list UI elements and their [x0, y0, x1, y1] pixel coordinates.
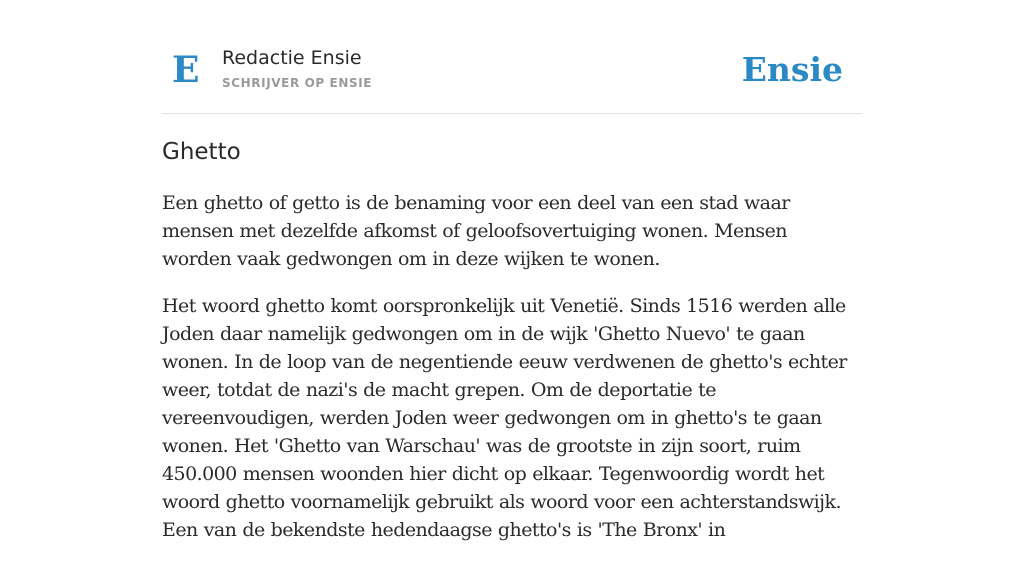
article-title: Ghetto: [162, 139, 241, 165]
brand-logo[interactable]: Ensie: [741, 50, 843, 89]
article-paragraph: Het woord ghetto komt oorspronkelijk uit Venetië. Sinds 1516 werden alle Joden daar namelijk gedwongen om in de wijk 'Ghetto Nuevo' te gaan wonen. In de loop van de negentiende eeuw verdwenen de ghetto's echter weer, totdat de nazi's de macht grepen. Om de deportatie te vereenvoudigen, werden Joden weer gedwongen om in ghetto's te gaan wonen. Het 'Ghetto van Warschau' was de grootste in zijn soort, ruim 450.000 mensen woonden hier dicht op elkaar. Tegenwoordig wordt het woord ghetto voornamelijk gebruikt als woord voor een achterstandswijk. Een van de bekendste hedendaagse ghetto's is 'The Bronx' in: [162, 295, 847, 541]
author-header: [162, 0, 862, 114]
article-paragraph: Een ghetto of getto is de benaming voor een deel van een stad waar mensen met dezelfde afkomst of geloofsovertuiging wonen. Mensen worden vaak gedwongen om in deze wijken te wonen.: [162, 192, 790, 270]
author-name[interactable]: Redactie Ensie: [222, 47, 362, 69]
author-avatar[interactable]: E: [172, 49, 200, 91]
article-body: [162, 189, 862, 563]
author-role: SCHRIJVER OP ENSIE: [222, 76, 373, 90]
article-card: [162, 0, 862, 541]
